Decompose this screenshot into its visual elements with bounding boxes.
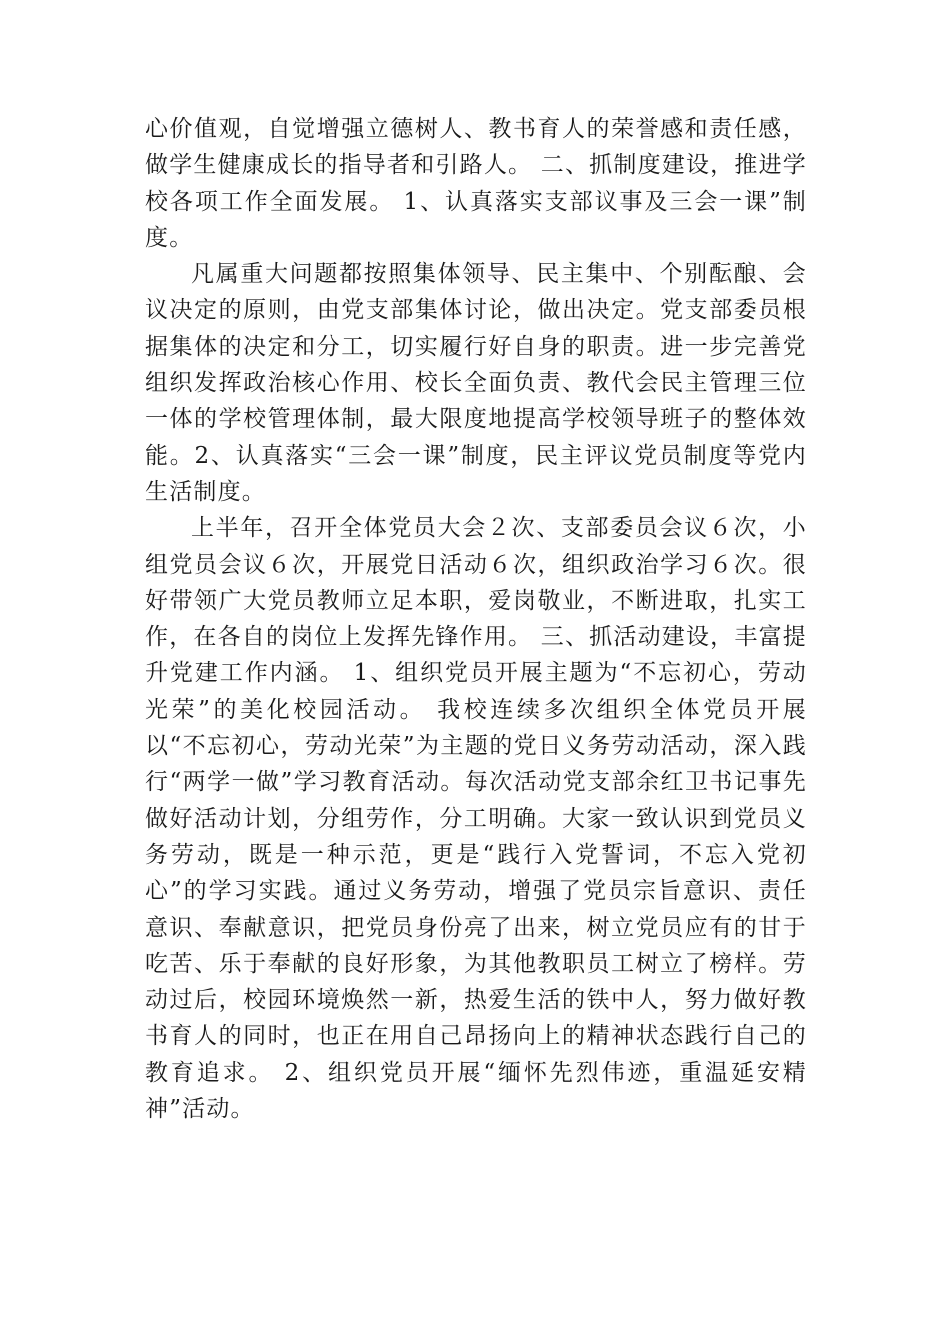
paragraph-2: 凡属重大问题都按照集体领导、民主集中、个别酝酿、会议决定的原则，由党支部集体讨论，做出决定。党支部委员根据集体的决定和分工，切实履行好自身的职责。进一步完善党组织发挥政治核心作用、校长全面负责、教代会民主管理三位一体的学校管理体制，最大限度地提高学校领导班子的整体效能。2、认真落实“三会一课”制度，民主评议党员制度等党内生活制度。: [145, 261, 807, 505]
paragraph-1: 心价值观，自觉增强立德树人、教书育人的荣誉感和责任感，做学生健康成长的指导者和引路人。 二、抓制度建设，推进学校各项工作全面发展。 1、认真落实支部议事及三会一课”制度。: [145, 116, 807, 251]
paragraph-3: 上半年，召开全体党员大会２次、支部委员会议６次，小组党员会议６次，开展党日活动６次，组织政治学习６次。很好带领广大党员教师立足本职，爱岗敬业，不断进取，扎实工作，在各自的岗位上发挥先锋作用。 三、抓活动建设，丰富提升党建工作内涵。 1、组织党员开展主题为“不忘初心，劳动光荣”的美化校园活动。 我校连续多次组织全体党员开展以“不忘初心，劳动光荣”为主题的党日义务劳动活动，深入践行“两学一做”学习教育活动。每次活动党支部余红卫书记事先做好活动计划，分组劳作，分工明确。大家一致认识到党员义务劳动，既是一种示范，更是“践行入党誓词，不忘入党初心”的学习实践。通过义务劳动，增强了党员宗旨意识、责任意识、奉献意识，把党员身份亮了出来，树立党员应有的甘于吃苦、乐于奉献的良好形象，为其他教职员工树立了榜样。劳动过后，校园环境焕然一新，热爱生活的铁中人，努力做好教书育人的同时，也正在用自己昂扬向上的精神状态践行自己的教育追求。 2、组织党员开展“缅怀先烈伟迹，重温延安精神”活动。: [145, 515, 807, 1123]
document-body: [145, 111, 807, 1127]
